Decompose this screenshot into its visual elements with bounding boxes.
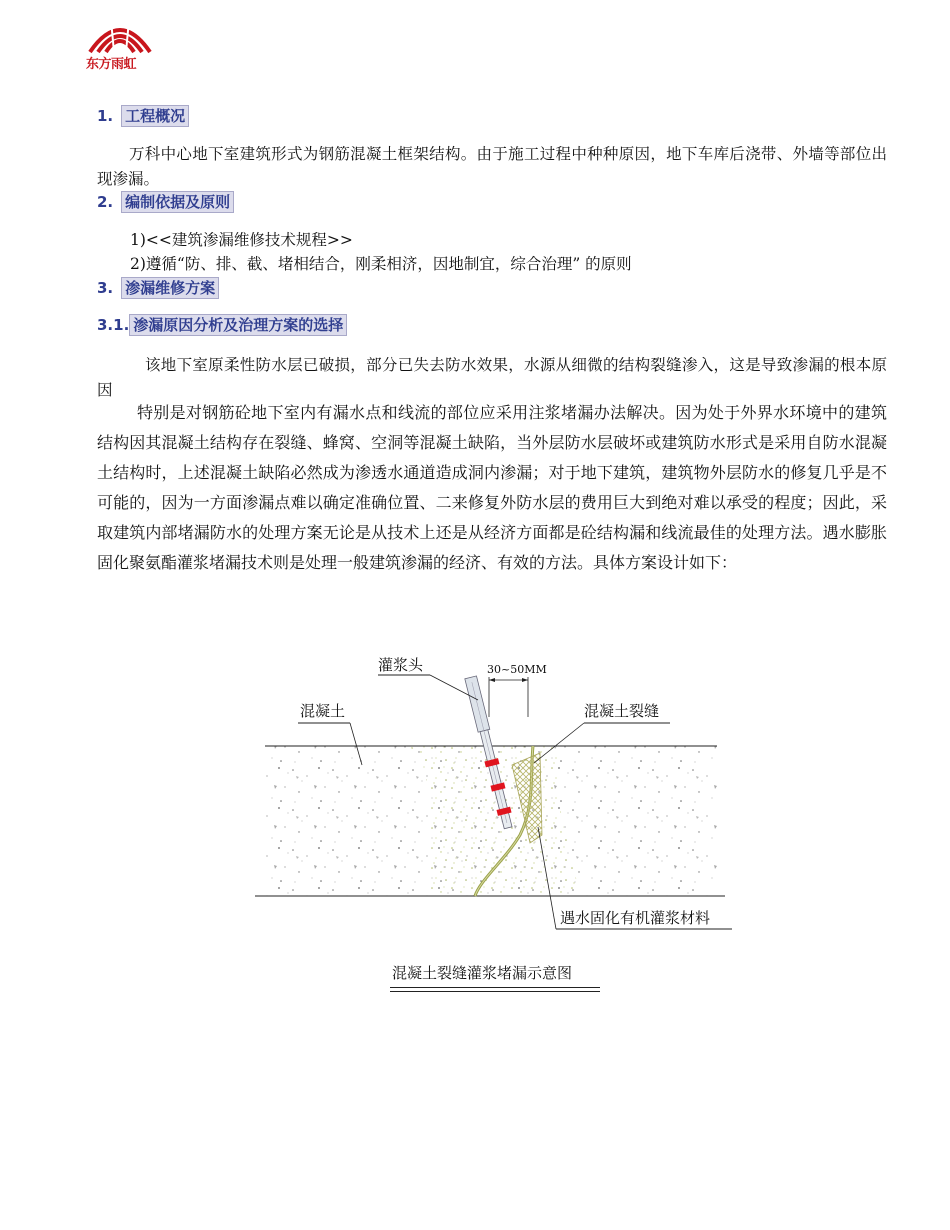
diagram-caption: 混凝土裂缝灌浆堵漏示意图: [392, 964, 573, 982]
section-number: 3.: [97, 279, 114, 297]
company-logo: [84, 14, 156, 72]
label-material: 遇水固化有机灌浆材料: [560, 909, 711, 927]
section-title: 编制依据及原则: [121, 191, 234, 213]
label-crack: 混凝土裂缝: [584, 702, 660, 720]
rainbow-logo-icon: [84, 14, 156, 54]
section-title: 渗漏维修方案: [121, 277, 219, 299]
section-heading-repair: [97, 277, 219, 298]
section-heading-overview: [97, 105, 189, 126]
section-heading-basis: [97, 191, 234, 212]
logo-text: 东方雨虹: [86, 57, 137, 72]
section-number: 1.: [97, 107, 114, 125]
section-heading-analysis: [97, 314, 347, 335]
analysis-paragraph-2: 特别是对钢筋砼地下室内有漏水点和线流的部位应采用注浆堵漏办法解决。因为处于外界水环境中的建筑结构因其混凝土结构存在裂缝、蜂窝、空洞等混凝土缺陷，当外层防水层破坏或建筑防水形式是采用自防水混凝土结构时，上述混凝土缺陷必然成为渗透水通道造成洞内渗漏；对于地下建筑，建筑物外层防水的修复几乎是不可能的，因为一方面渗漏点难以确定准确位置、二来修复外防水层的费用巨大到绝对难以承受的程度；因此，采取建筑内部堵漏防水的处理方案无论是从技术上还是从经济方面都是砼结构漏和线流最佳的处理方法。遇水膨胀固化聚氨酯灌浆堵漏技术则是处理一般建筑渗漏的经济、有效的方法。具体方案设计如下：: [97, 403, 887, 572]
section-number: 2.: [97, 193, 114, 211]
basis-item-2: 2)遵循“防、排、截、堵相结合，刚柔相济，因地制宜，综合治理” 的原则: [130, 255, 632, 273]
label-concrete: 混凝土: [300, 702, 346, 720]
basis-item-1: 1)<<建筑渗漏维修技术规程>>: [130, 231, 353, 249]
analysis-paragraph-1: 该地下室原柔性防水层已破损，部分已失去防水效果，水源从细微的结构裂缝渗入，这是导致渗漏的根本原因: [97, 356, 887, 399]
caption-underline: [390, 991, 600, 992]
caption-underline: [390, 987, 600, 988]
label-dimension: 30~50MM: [487, 663, 547, 676]
section-title: 渗漏原因分析及治理方案的选择: [129, 314, 347, 336]
label-grout-head: 灌浆头: [378, 656, 424, 674]
overview-paragraph: 万科中心地下室建筑形式为钢筋混凝土框架结构。由于施工过程中种种原因，地下车库后浇带、外墙等部位出现渗漏。: [97, 145, 887, 188]
grouting-diagram: [250, 645, 740, 945]
section-number: 3.1.: [97, 316, 130, 334]
section-title: 工程概况: [121, 105, 189, 127]
